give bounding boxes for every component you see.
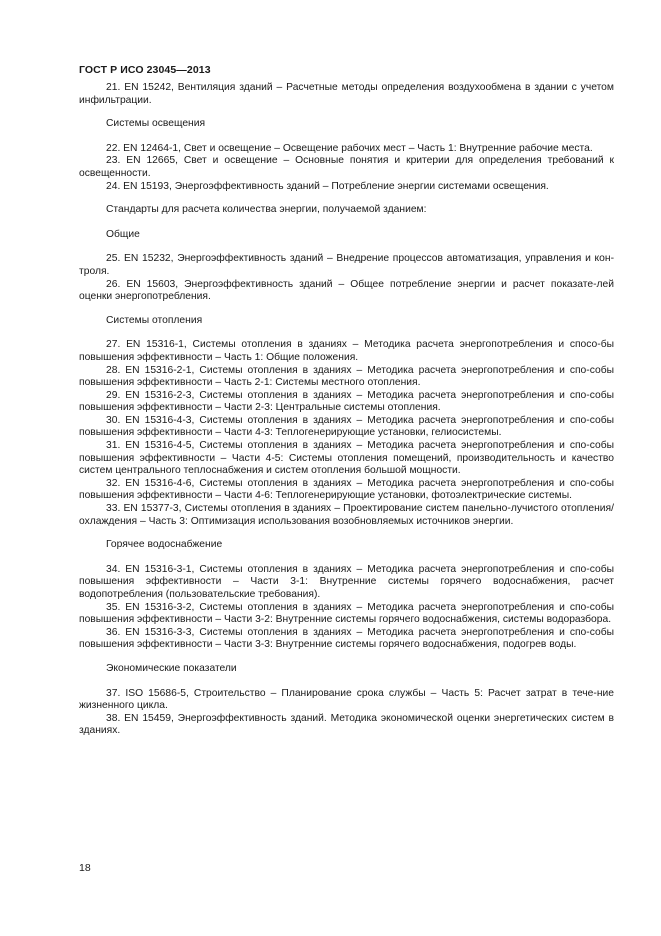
section-heading-hot-water: Горячее водоснабжение [106, 539, 223, 551]
list-item: 35. EN 15316-3-2, Системы отопления в зданиях – Методика расчета энергопотребления и спо-собы повышения эффективности – Части 3-2: Внутренние системы горячего водоснабжения, системы водоразбора. [79, 601, 614, 626]
list-item: 22. EN 12464-1, Свет и освещение – Освещение рабочих мест – Часть 1: Внутренние рабочие места. [106, 142, 593, 154]
document-header: ГОСТ Р ИСО 23045—2013 [79, 64, 211, 76]
section-heading-lighting: Системы освещения [106, 118, 206, 130]
list-item: 37. ISO 15686-5, Строительство – Планирование срока службы – Часть 5: Расчет затрат в тече-ние жизненного цикла. [79, 687, 614, 712]
list-item: 34. EN 15316-3-1, Системы отопления в зданиях – Методика расчета энергопотребления и спо-собы повышения эффективности – Части 3-1: Внутренние системы горячего водоснабжения, расчет водопотребления (пользовательские требования). [79, 563, 614, 600]
page-number: 18 [79, 862, 91, 874]
section-heading-heating: Системы отопления [106, 314, 203, 326]
list-item: 36. EN 15316-3-3, Системы отопления в зданиях – Методика расчета энергопотребления и спо-собы повышения эффективности – Части 3-3: Внутренние системы горячего водоснабжения, подогрев воды. [79, 626, 614, 651]
section-heading-economic: Экономические показатели [106, 662, 237, 674]
list-item: 27. EN 15316-1, Системы отопления в зданиях – Методика расчета энергопотребления и спосо-бы повышения эффективности – Часть 1: Общие положения. [79, 339, 614, 363]
list-item: 24. EN 15193, Энергоэффективность зданий – Потребление энергии системами освещения. [106, 180, 549, 192]
list-item: 32. EN 15316-4-6, Системы отопления в зданиях – Методика расчета энергопотребления и спо-собы повышения эффективности – Части 4-6: Теплогенерирующие установки, фотоэлектрические системы. [79, 477, 614, 502]
document-body [79, 82, 614, 738]
list-item: 28. EN 15316-2-1, Системы отопления в зданиях – Методика расчета энергопотребления и спо-собы повышения эффективности – Часть 2-1: Системы местного отопления. [79, 364, 614, 389]
list-item: 33. EN 15377-3, Системы отопления в зданиях – Проектирование систем панельно-лучистого отопления/охлаждения – Часть 3: Оптимизация использования возобновляемых источников энергии. [79, 503, 614, 527]
list-item: 38. EN 15459, Энергоэффективность зданий. Методика экономической оценки энергетических систем в зданиях. [79, 712, 614, 737]
list-item: 23. EN 12665, Свет и освещение – Основные понятия и критерии для определения требований к освещенности. [79, 155, 614, 179]
list-item: 26. EN 15603, Энергоэффективность зданий – Общее потребление энергии и расчет показате-лей оценки энергопотребления. [79, 278, 614, 303]
list-item: 30. EN 15316-4-3, Системы отопления в зданиях – Методика расчета энергопотребления и спо-собы повышения эффективности – Части 4-3: Теплогенерирующие установки, гелиосистемы. [79, 414, 614, 439]
section-heading-general: Общие [106, 228, 140, 240]
list-item: 21. EN 15242, Вентиляция зданий – Расчетные методы определения воздухообмена в здании с учетом инфильтрации. [79, 82, 614, 106]
list-item: 31. EN 15316-4-5, Системы отопления в зданиях – Методика расчета энергопотребления и спо-собы повышения эффективности – Части 4-5: Системы отопления помещений, производительность и качество систем центрального теплоснабжения и систем отопления большой мощности. [79, 440, 614, 477]
list-item: 25. EN 15232, Энергоэффективность зданий – Внедрение процессов автоматизация, управления и кон-троля. [79, 253, 614, 277]
list-item: 29. EN 15316-2-3, Системы отопления в зданиях – Методика расчета энергопотребления и спо-собы повышения эффективности – Части 2-3: Центральные системы отопления. [79, 389, 614, 414]
section-heading-delivered-energy: Стандарты для расчета количества энергии, получаемой зданием: [106, 204, 427, 216]
